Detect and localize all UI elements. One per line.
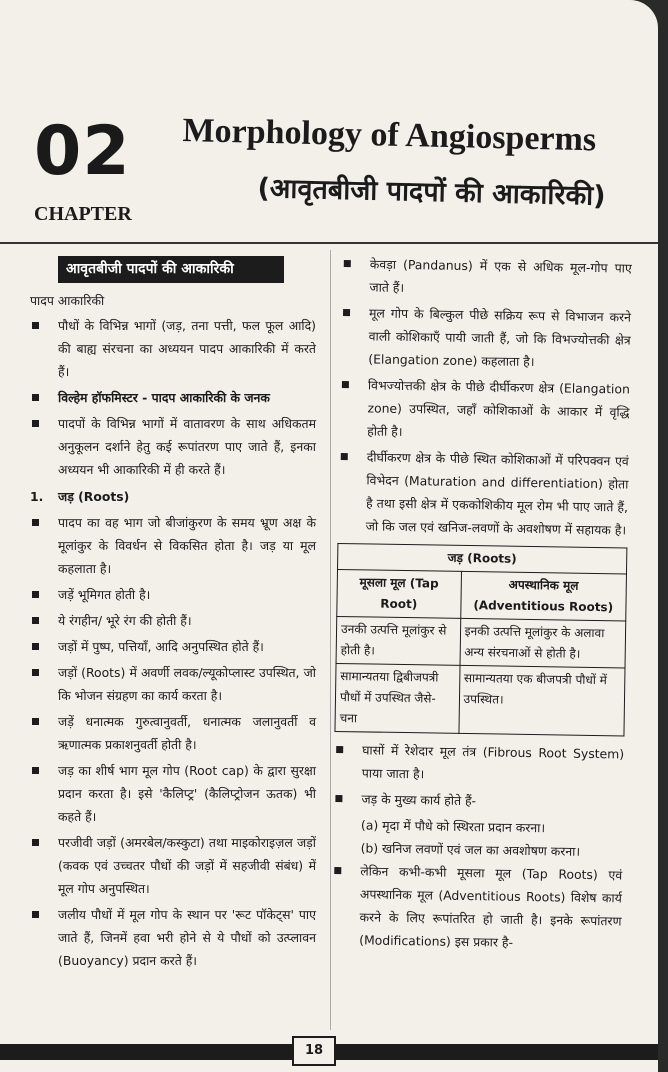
chapter-title-english: Morphology of Angiosperms (182, 112, 597, 159)
header-divider (0, 242, 658, 244)
list-item: विभज्योत्तकी क्षेत्र के पीछे दीर्घीकरण क्षेत्र (Elangation zone) उपस्थित, जहाँ कोशिकाओं के आकार में वृद्धि होती है। (339, 373, 630, 447)
list-item: जलीय पौधों में मूल गोप के स्थान पर 'रूट पॉकेट्स' पाए जाते हैं, जिनमें हवा भरी होने से ये पौधों को उत्प्लावन (Buoyancy) प्रदान करते हैं। (30, 903, 316, 972)
chapter-label: CHAPTER (34, 203, 132, 225)
list-item: ये रंगहीन/ भूरे रंग की होती हैं। (30, 609, 316, 632)
section-title: जड़ (Roots) (58, 489, 130, 504)
list-item: दीर्घीकरण क्षेत्र के पीछे स्थित कोशिकाओं में परिपक्वन एवं विभेदन (Maturation and differentiation) होता है तथा इसी क्षेत्र में एककोशिकीय मूल रोम भी पाए जाते हैं, जो कि जल एवं खनिज-लवणों के अवशोषण में सहायक है। (338, 445, 629, 542)
bullet-icon (32, 839, 39, 846)
table-row (336, 616, 626, 668)
bullet-icon (334, 867, 341, 874)
bullet-icon (32, 394, 39, 401)
list-item: जड़ों में पुष्प, पत्तियाँ, आदि अनुपस्थित होते हैं। (30, 635, 316, 658)
bullet-icon (344, 260, 351, 267)
table-header-row (337, 569, 627, 621)
table-title: जड़ (Roots) (338, 543, 627, 574)
list-item: जड़ें धनात्मक गुरुत्वानुवर्ती, धनात्मक जलानुवर्ती व ऋणात्मक प्रकाशनुवर्ती होती है। (30, 710, 316, 756)
bullet-icon (32, 591, 39, 598)
bullet-icon (335, 795, 342, 802)
bullet-icon (32, 322, 39, 329)
list-item: जड़ें भूमिगत होती है। (30, 583, 316, 606)
table-cell: सामान्यतया एक बीजपत्री पौधों में उपस्थित। (459, 665, 625, 736)
bullet-icon (32, 519, 39, 526)
subheading: पादप आकारिकी (30, 293, 105, 308)
list-item: जड़ का शीर्ष भाग मूल गोप (Root cap) के द्वारा सुरक्षा प्रदान करता है। इसे 'कैलिप्ट्र' (कैलिप्ट्रोजन ऊतक) भी कहते हैं। (30, 759, 316, 828)
list-item: पौधों के विभिन्न भागों (जड़, तना पत्ती, फल फूल आदि) की बाह्य संरचना का अध्ययन पादप आकारिकी में करते हैं। (30, 314, 316, 383)
table-row (335, 663, 625, 736)
left-column (30, 252, 316, 975)
list-item: लेकिन कभी-कभी मूसला मूल (Tap Roots) एवं अपस्थानिक मूल (Adventitious Roots) विशेष कार्य करने के लिए रूपांतरित हो जाती है। इनके रूपांतरण (Modifications) इस प्रकार है- (331, 859, 622, 956)
bullet-icon (32, 420, 39, 427)
table-cell: सामान्यतया द्विबीजपत्री पौधों में उपस्थित जैसे- चना (335, 663, 460, 733)
column-header-tap-root: मूसला मूल (Tap Root) (337, 569, 461, 618)
bullet-icon (336, 746, 343, 753)
table-cell: उनकी उत्पत्ति मूलांकुर से होती है। (336, 616, 460, 665)
bullet-icon (32, 643, 39, 650)
list-item: जड़ के मुख्य कार्य होते हैं- (333, 787, 623, 815)
chapter-title-hindi: (आवृतबीजी पादपों की आकारिकी) (257, 172, 606, 212)
section-banner: आवृतबीजी पादपों की आकारिकी (58, 256, 284, 283)
list-item: पादप का वह भाग जो बीजांकुरण के समय भ्रूण अक्ष के मूलांकुर के विवर्धन से विकसित होता है। जड़ या मूल कहलाता है। (30, 511, 316, 580)
column-header-adventitious-root: अपस्थानिक मूल (Adventitious Roots) (460, 571, 626, 621)
list-item: पादपों के विभिन्न भागों में वातावरण के साथ अधिकतम अनुकूलन दर्शाने हेतु कई रूपांतरण पाए जाते हैं, इनका अध्ययन भी आकारिकी में ही करते हैं। (30, 412, 316, 481)
list-item: मूल गोप के बिल्कुल पीछे सक्रिय रूप से विभाजन करने वाली कोशिकाएँ पायी जाती हैं, जो कि विभज्योत्तकी क्षेत्र (Elangation zone) कहलाता है। (340, 301, 631, 375)
bullet-icon (32, 911, 39, 918)
chapter-number: 02 (34, 112, 131, 191)
bullet-icon (32, 718, 39, 725)
page-number: 18 (292, 1036, 336, 1066)
roots-comparison-table (334, 543, 627, 737)
table-cell: इनकी उत्पत्ति मूलांकुर के अलावा अन्य संरचनाओं से होती है। (460, 618, 626, 668)
bullet-icon (342, 381, 349, 388)
list-item: केवड़ा (Pandanus) में एक से अधिक मूल-गोप पाए जाते हैं। (341, 252, 632, 303)
list-item: विल्हेम हॉफमिस्टर - पादप आकारिकी के जनक (30, 386, 316, 409)
function-item: (a) मृदा में पौधे को स्थिरता प्रदान करना। (360, 817, 546, 836)
bullet-icon (343, 309, 350, 316)
section-number: 1. (30, 489, 44, 504)
bullet-icon (341, 453, 348, 460)
bullet-icon (32, 669, 39, 676)
section-heading (30, 485, 316, 508)
list-item: परजीवी जड़ों (अमरबेल/कस्कुटा) तथा माइकोराइज़ल जड़ों (कवक एवं उच्चतर पौधों की जड़ों में सहजीवी संबंध) में मूल गोप अनुपस्थित। (30, 831, 316, 900)
list-item: घासों में रेशेदार मूल तंत्र (Fibrous Root System) पाया जाता है। (334, 738, 625, 789)
function-item: (b) खनिज लवणों एवं जल का अवशोषण करना। (360, 840, 581, 859)
bullet-icon (32, 617, 39, 624)
right-column (331, 252, 632, 958)
bullet-icon (32, 767, 39, 774)
list-item: जड़ों (Roots) में अवर्णी लवक/ल्यूकोप्लास्ट उपस्थित, जो कि भोजन संग्रहण का कार्य करता है। (30, 661, 316, 707)
